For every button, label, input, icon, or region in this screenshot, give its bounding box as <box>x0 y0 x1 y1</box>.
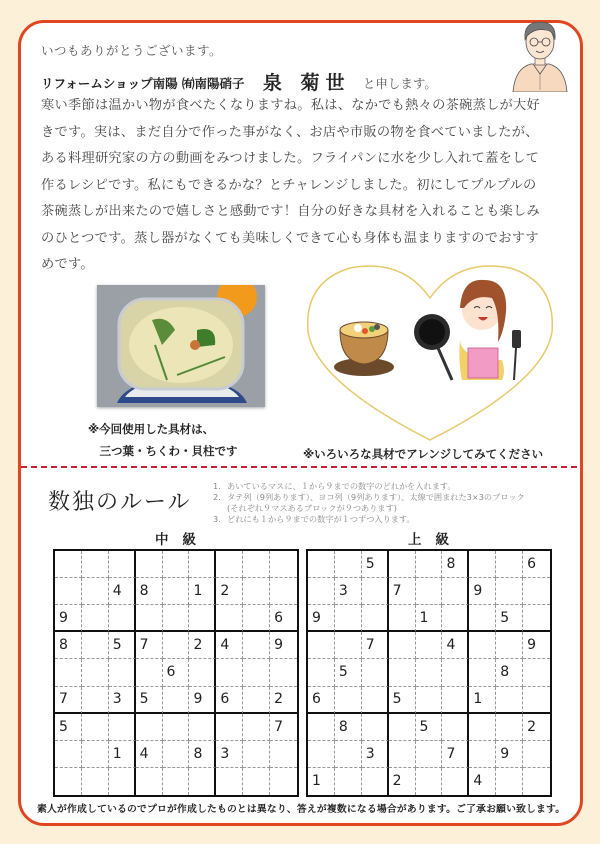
sudoku-cell[interactable] <box>308 632 335 659</box>
sudoku-cell[interactable] <box>243 741 270 768</box>
sudoku-cell[interactable]: 9 <box>308 605 335 632</box>
sudoku-cell[interactable]: 5 <box>136 687 163 714</box>
sudoku-cell[interactable] <box>416 632 443 659</box>
sudoku-cell[interactable] <box>55 551 82 578</box>
sudoku-cell[interactable] <box>270 659 297 686</box>
sudoku-cell[interactable] <box>469 714 496 741</box>
sudoku-cell[interactable]: 8 <box>136 578 163 605</box>
chawanmushi-cup-icon <box>334 322 394 376</box>
sudoku-cell[interactable] <box>216 605 243 632</box>
body-line: のひとつです。蒸し器がなくても美味しくできて心も身体も温まりますのでおすす <box>41 230 539 246</box>
sudoku-cell[interactable]: 7 <box>136 632 163 659</box>
sudoku-cell[interactable]: 3 <box>335 578 362 605</box>
sudoku-grid-intermediate <box>53 549 299 797</box>
sudoku-cell[interactable] <box>270 551 297 578</box>
sudoku-cell[interactable] <box>82 768 109 795</box>
photo-caption-line: ※今回使用した具材は、 <box>88 422 215 436</box>
sudoku-cell[interactable]: 4 <box>216 632 243 659</box>
sudoku-cell[interactable] <box>416 741 443 768</box>
sudoku-cell[interactable] <box>270 741 297 768</box>
sudoku-cell[interactable] <box>163 605 190 632</box>
sudoku-cell[interactable]: 7 <box>55 687 82 714</box>
body-line: 作るレシピです。私にもできるかな？とチャレンジしました。初にしてプルプルの <box>41 177 537 193</box>
author-name: 泉 菊世 <box>262 72 351 94</box>
body-line: きです。実は、まだ自分で作った事がなく、お店や市販の物を食べていましたが、 <box>41 124 539 140</box>
author-intro <box>41 67 437 94</box>
sudoku-cell[interactable]: 9 <box>270 632 297 659</box>
body-line: ある料理研究家の方の動画をみつけました。フライパンに水を少し入れて蓋をして <box>41 151 540 166</box>
sudoku-cell[interactable]: 8 <box>442 551 469 578</box>
sudoku-cell[interactable] <box>389 741 416 768</box>
sudoku-cell[interactable] <box>335 768 362 795</box>
sudoku-cell[interactable] <box>243 768 270 795</box>
rule-item: (それぞれ９マスあるブロックが９つあります) <box>227 503 397 513</box>
photo-caption-line: 三つ葉・ちくわ・貝柱です <box>88 444 238 458</box>
sudoku-cell[interactable] <box>442 714 469 741</box>
heart-illustration-icon <box>302 262 558 442</box>
disclaimer-note: 素人が作成しているのでプロが作成したものとは異なり、答えが複数になる場合があります。ご了承お願い致します。 <box>37 804 566 815</box>
sudoku-cell[interactable]: 3 <box>109 687 136 714</box>
sudoku-cell[interactable] <box>55 659 82 686</box>
section-divider <box>21 466 577 468</box>
sudoku-cell[interactable]: 8 <box>189 741 216 768</box>
sudoku-cell[interactable] <box>362 687 389 714</box>
sudoku-cell[interactable] <box>389 632 416 659</box>
body-line: めです。 <box>41 257 94 272</box>
sudoku-cell[interactable] <box>389 605 416 632</box>
sudoku-cell[interactable] <box>189 605 216 632</box>
sudoku-cell[interactable] <box>308 741 335 768</box>
sudoku-cell[interactable] <box>109 768 136 795</box>
rule-item: 3. どれにも１から９までの数字が１つずつ入ります。 <box>213 514 415 524</box>
sudoku-cell[interactable] <box>163 632 190 659</box>
sudoku-cell[interactable]: 6 <box>163 659 190 686</box>
sudoku-cell[interactable] <box>189 768 216 795</box>
sudoku-cell[interactable] <box>55 741 82 768</box>
sudoku-cell[interactable]: 9 <box>523 632 550 659</box>
sudoku-cell[interactable]: 4 <box>469 768 496 795</box>
rule-item: 1. あいているマスに、１から９までの数字のどれかを入れます。 <box>213 481 456 491</box>
sudoku-cell[interactable] <box>335 605 362 632</box>
sudoku-cell[interactable]: 2 <box>270 687 297 714</box>
sudoku-rules-title: 数独のルール <box>48 490 192 515</box>
sudoku-cell[interactable] <box>55 578 82 605</box>
sudoku-cell[interactable]: 7 <box>442 741 469 768</box>
sudoku-cell[interactable]: 2 <box>389 768 416 795</box>
sudoku-cell[interactable] <box>216 551 243 578</box>
sudoku-cell[interactable] <box>163 687 190 714</box>
name-suffix: と申します。 <box>362 76 437 91</box>
sudoku-cell[interactable] <box>189 659 216 686</box>
sudoku-cell[interactable]: 6 <box>308 687 335 714</box>
sudoku-cell[interactable] <box>335 632 362 659</box>
sudoku-cell[interactable] <box>270 578 297 605</box>
sudoku-cell[interactable] <box>389 659 416 686</box>
sudoku-cell[interactable] <box>136 714 163 741</box>
sudoku-cell[interactable]: 9 <box>496 741 523 768</box>
sudoku-cell[interactable] <box>335 687 362 714</box>
sudoku-cell[interactable] <box>243 659 270 686</box>
sudoku-cell[interactable] <box>163 551 190 578</box>
sudoku-cell[interactable] <box>416 687 443 714</box>
sudoku-cell[interactable]: 2 <box>523 714 550 741</box>
sudoku-cell[interactable] <box>442 687 469 714</box>
sudoku-cell[interactable] <box>362 578 389 605</box>
letter-body <box>41 93 561 279</box>
sudoku-cell[interactable] <box>496 768 523 795</box>
sudoku-cell[interactable] <box>243 605 270 632</box>
sudoku-cell[interactable] <box>496 578 523 605</box>
sudoku-cell[interactable] <box>469 741 496 768</box>
sudoku-cell[interactable] <box>189 714 216 741</box>
sudoku-cell[interactable] <box>243 578 270 605</box>
sudoku-cell[interactable] <box>109 605 136 632</box>
sudoku-cell[interactable]: 7 <box>362 632 389 659</box>
sudoku-cell[interactable] <box>109 659 136 686</box>
sudoku-cell[interactable] <box>362 768 389 795</box>
sudoku-cell[interactable] <box>82 605 109 632</box>
sudoku-cell[interactable] <box>469 605 496 632</box>
sudoku-cell[interactable] <box>109 714 136 741</box>
sudoku-cell[interactable]: 8 <box>55 632 82 659</box>
sudoku-cell[interactable]: 1 <box>308 768 335 795</box>
sudoku-cell[interactable] <box>243 687 270 714</box>
sudoku-cell[interactable] <box>335 741 362 768</box>
level-label-advanced: 上級 <box>408 532 463 548</box>
sudoku-cell[interactable] <box>308 659 335 686</box>
sudoku-cell[interactable] <box>216 659 243 686</box>
sudoku-cell[interactable]: 8 <box>335 714 362 741</box>
sudoku-cell[interactable]: 5 <box>55 714 82 741</box>
sudoku-cell[interactable] <box>389 551 416 578</box>
sudoku-cell[interactable] <box>416 768 443 795</box>
sudoku-cell[interactable]: 5 <box>496 605 523 632</box>
sudoku-cell[interactable] <box>362 659 389 686</box>
sudoku-cell[interactable] <box>523 687 550 714</box>
sudoku-cell[interactable]: 4 <box>109 578 136 605</box>
sudoku-cell[interactable] <box>496 687 523 714</box>
sudoku-cell[interactable] <box>163 578 190 605</box>
sudoku-cell[interactable] <box>216 714 243 741</box>
sudoku-cell[interactable] <box>335 551 362 578</box>
sudoku-cell[interactable] <box>469 659 496 686</box>
sudoku-cell[interactable]: 3 <box>216 741 243 768</box>
sudoku-cell[interactable]: 4 <box>442 632 469 659</box>
sudoku-cell[interactable] <box>189 551 216 578</box>
sudoku-cell[interactable]: 5 <box>335 659 362 686</box>
sudoku-cell[interactable]: 7 <box>389 578 416 605</box>
sudoku-rules-list <box>213 481 525 525</box>
sudoku-cell[interactable]: 5 <box>416 714 443 741</box>
sudoku-cell[interactable]: 4 <box>136 741 163 768</box>
chawanmushi-photo <box>97 285 265 407</box>
sudoku-cell[interactable]: 1 <box>469 687 496 714</box>
sudoku-cell[interactable]: 5 <box>109 632 136 659</box>
level-label-intermediate: 中級 <box>155 532 210 548</box>
sudoku-cell[interactable] <box>523 578 550 605</box>
sudoku-cell[interactable]: 1 <box>109 741 136 768</box>
sudoku-cell[interactable] <box>243 551 270 578</box>
sudoku-cell[interactable] <box>442 605 469 632</box>
sudoku-cell[interactable]: 9 <box>55 605 82 632</box>
sudoku-cell[interactable] <box>523 605 550 632</box>
rule-item: 2. タテ列（9列あります）、ヨコ列（9列あります）、太線で囲まれた3×3のブロック <box>213 492 525 502</box>
sudoku-cell[interactable] <box>82 632 109 659</box>
sudoku-cell[interactable] <box>270 768 297 795</box>
sudoku-cell[interactable] <box>82 741 109 768</box>
sudoku-cell[interactable] <box>243 714 270 741</box>
sudoku-cell[interactable] <box>82 578 109 605</box>
sudoku-cell[interactable]: 5 <box>362 551 389 578</box>
sudoku-cell[interactable]: 6 <box>270 605 297 632</box>
sudoku-cell[interactable]: 3 <box>362 741 389 768</box>
sudoku-cell[interactable]: 9 <box>469 578 496 605</box>
sudoku-cell[interactable] <box>82 551 109 578</box>
company-name: リフォームショップ南陽 ㈲南陽硝子 <box>41 76 245 91</box>
sudoku-cell[interactable]: 7 <box>270 714 297 741</box>
heart-caption: ※いろいろな具材でアレンジしてみてください <box>303 447 544 461</box>
sudoku-cell[interactable] <box>442 578 469 605</box>
sudoku-cell[interactable] <box>362 605 389 632</box>
sudoku-cell[interactable] <box>163 741 190 768</box>
sudoku-cell[interactable] <box>416 578 443 605</box>
sudoku-cell[interactable]: 1 <box>416 605 443 632</box>
sudoku-cell[interactable] <box>136 605 163 632</box>
sudoku-cell[interactable] <box>308 551 335 578</box>
photo-caption <box>88 418 238 462</box>
sudoku-cell[interactable]: 8 <box>496 659 523 686</box>
sudoku-cell[interactable] <box>308 714 335 741</box>
sudoku-cell[interactable] <box>136 768 163 795</box>
sudoku-cell[interactable] <box>416 659 443 686</box>
sudoku-cell[interactable] <box>136 659 163 686</box>
body-line: 茶碗蒸しが出来たので嬉しさと感動です！自分の好きな具材を入れることも楽しみ <box>41 204 541 219</box>
body-line: 寒い季節は温かい物が食べたくなりますね。私は、なかでも熱々の茶碗蒸しが大好 <box>41 98 541 113</box>
sudoku-cell[interactable] <box>496 632 523 659</box>
sudoku-cell[interactable]: 9 <box>189 687 216 714</box>
sudoku-cell[interactable] <box>362 714 389 741</box>
sudoku-cell[interactable] <box>523 768 550 795</box>
sudoku-cell[interactable]: 6 <box>523 551 550 578</box>
chawanmushi-photo-icon <box>97 285 265 407</box>
sudoku-cell[interactable] <box>523 659 550 686</box>
sudoku-cell[interactable] <box>416 551 443 578</box>
sudoku-cell[interactable] <box>469 551 496 578</box>
greeting-text: いつもありがとうございます。 <box>41 43 223 58</box>
sudoku-cell[interactable]: 2 <box>216 578 243 605</box>
sudoku-cell[interactable] <box>136 551 163 578</box>
sudoku-cell[interactable] <box>442 659 469 686</box>
sudoku-grid-advanced <box>306 549 552 797</box>
sudoku-cell[interactable] <box>243 632 270 659</box>
sudoku-cell[interactable] <box>389 714 416 741</box>
sudoku-cell[interactable]: 1 <box>189 578 216 605</box>
sudoku-cell[interactable] <box>163 768 190 795</box>
sudoku-cell[interactable] <box>308 578 335 605</box>
sudoku-cell[interactable] <box>496 714 523 741</box>
sudoku-cell[interactable]: 2 <box>189 632 216 659</box>
sudoku-cell[interactable]: 6 <box>216 687 243 714</box>
sudoku-cell[interactable] <box>82 659 109 686</box>
sudoku-cell[interactable]: 5 <box>389 687 416 714</box>
sudoku-cell[interactable] <box>163 714 190 741</box>
sudoku-cell[interactable] <box>82 714 109 741</box>
sudoku-cell[interactable] <box>55 768 82 795</box>
sudoku-cell[interactable] <box>82 687 109 714</box>
sudoku-cell[interactable] <box>496 551 523 578</box>
sudoku-cell[interactable] <box>523 741 550 768</box>
man-avatar-icon <box>505 10 575 92</box>
sudoku-cell[interactable] <box>109 551 136 578</box>
sudoku-cell[interactable] <box>216 768 243 795</box>
sudoku-cell[interactable] <box>442 768 469 795</box>
sudoku-cell[interactable] <box>469 632 496 659</box>
